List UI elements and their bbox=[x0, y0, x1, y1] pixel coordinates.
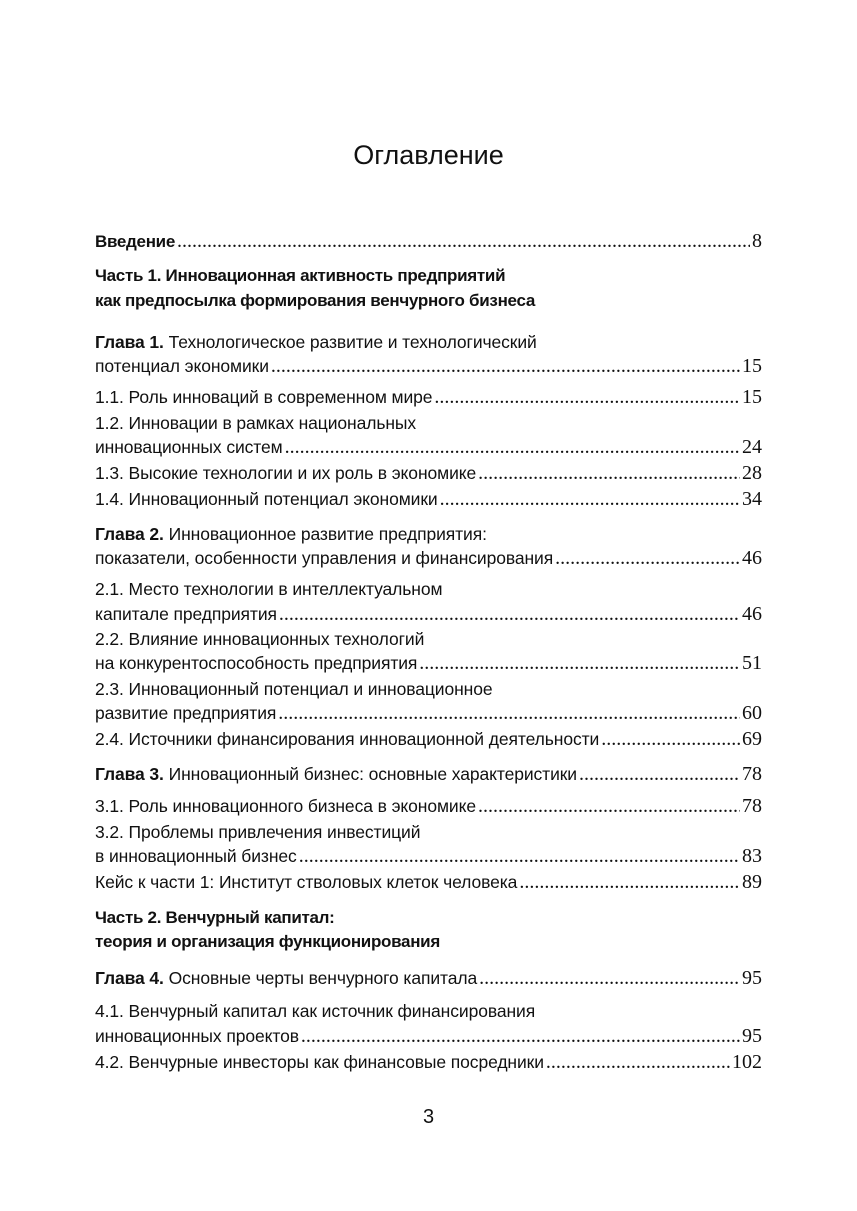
section-title: 1.3. Высокие технологии и их роль в экономике bbox=[95, 463, 477, 483]
toc-page-number: 51 bbox=[742, 652, 762, 674]
toc-entry-1-3[interactable] bbox=[95, 460, 762, 486]
section-title: Кейс к части 1: Институт стволовых клеток человека bbox=[95, 872, 518, 892]
toc-page-number: 95 bbox=[742, 1025, 762, 1047]
leader-dots bbox=[177, 228, 750, 254]
chapter-title: Инновационный бизнес: основные характеристики bbox=[163, 764, 577, 784]
section-title-cont: инновационных проектов bbox=[95, 1026, 299, 1046]
toc-entry-2-1-line-1[interactable] bbox=[95, 576, 762, 602]
chapter-number: Глава 1. bbox=[95, 332, 164, 352]
leader-dots bbox=[285, 434, 740, 460]
toc-page-number: 46 bbox=[742, 547, 762, 569]
leader-dots bbox=[579, 761, 740, 787]
chapter-2-heading-line-1[interactable] bbox=[95, 521, 762, 547]
section-title: 4.2. Венчурные инвесторы как финансовые посредники bbox=[95, 1052, 544, 1072]
leader-dots bbox=[546, 1049, 730, 1075]
part-2-heading-line-2 bbox=[95, 929, 762, 955]
chapter-3-heading[interactable] bbox=[95, 761, 762, 787]
part-1-heading-line-1 bbox=[95, 263, 762, 289]
toc-page-number: 15 bbox=[742, 355, 762, 377]
part-heading-text: Часть 2. Венчурный капитал: bbox=[95, 908, 335, 927]
part-1-heading-line-2 bbox=[95, 288, 762, 314]
toc-entry-intro[interactable] bbox=[95, 228, 762, 254]
leader-dots bbox=[279, 601, 740, 627]
section-title: 2.2. Влияние инновационных технологий bbox=[95, 629, 425, 649]
toc-entry-2-2-line-1[interactable] bbox=[95, 626, 762, 652]
section-title-cont: в инновационный бизнес bbox=[95, 846, 297, 866]
chapter-2-heading-line-2[interactable] bbox=[95, 545, 762, 571]
toc-entry-2-3-line-1[interactable] bbox=[95, 676, 762, 702]
toc-page-number: 8 bbox=[752, 230, 762, 252]
chapter-1-heading-line-1[interactable] bbox=[95, 329, 762, 355]
leader-dots bbox=[555, 545, 740, 571]
toc-page-number: 69 bbox=[742, 728, 762, 750]
toc-page-number: 15 bbox=[742, 386, 762, 408]
leader-dots bbox=[601, 726, 740, 752]
toc-entry-2-4[interactable] bbox=[95, 726, 762, 752]
toc-page-number: 95 bbox=[742, 967, 762, 989]
section-title: 1.1. Роль инноваций в современном мире bbox=[95, 387, 433, 407]
toc-page-number: 89 bbox=[742, 871, 762, 893]
section-title-cont: на конкурентоспособность предприятия bbox=[95, 653, 418, 673]
chapter-title: Технологическое развитие и технологический bbox=[163, 332, 537, 352]
leader-dots bbox=[301, 1023, 740, 1049]
section-title-cont: инновационных систем bbox=[95, 437, 283, 457]
chapter-title-cont: показатели, особенности управления и финансирования bbox=[95, 548, 554, 568]
part-heading-text: как предпосылка формирования венчурного бизнеса bbox=[95, 291, 535, 310]
toc-page-number: 102 bbox=[732, 1051, 762, 1073]
chapter-number: Глава 3. bbox=[95, 764, 164, 784]
toc-entry-2-1-line-2[interactable] bbox=[95, 601, 762, 627]
page-title: Оглавление bbox=[353, 140, 504, 170]
section-title: 1.4. Инновационный потенциал экономики bbox=[95, 489, 438, 509]
toc-entry-case-1[interactable] bbox=[95, 869, 762, 895]
table-of-contents bbox=[95, 0, 762, 1100]
chapter-1-heading-line-2[interactable] bbox=[95, 353, 762, 379]
leader-dots bbox=[419, 650, 740, 676]
toc-entry-1-1[interactable] bbox=[95, 384, 762, 410]
toc-entry-1-4[interactable] bbox=[95, 486, 762, 512]
toc-page-number: 24 bbox=[742, 436, 762, 458]
chapter-title-cont: потенциал экономики bbox=[95, 356, 269, 376]
chapter-4-heading[interactable] bbox=[95, 965, 762, 991]
toc-entry-2-2-line-2[interactable] bbox=[95, 650, 762, 676]
section-title: 2.1. Место технологии в интеллектуальном bbox=[95, 579, 443, 599]
toc-entry-3-2-line-2[interactable] bbox=[95, 843, 762, 869]
page-number: 3 bbox=[422, 1106, 435, 1128]
leader-dots bbox=[478, 793, 740, 819]
leader-dots bbox=[434, 384, 740, 410]
toc-page-number: 83 bbox=[742, 845, 762, 867]
chapter-title: Инновационное развитие предприятия: bbox=[163, 524, 487, 544]
toc-entry-1-2-line-2[interactable] bbox=[95, 434, 762, 460]
leader-dots bbox=[299, 843, 740, 869]
part-heading-text: теория и организация функционирования bbox=[95, 932, 440, 951]
toc-entry-3-1[interactable] bbox=[95, 793, 762, 819]
toc-entry-4-1-line-2[interactable] bbox=[95, 1023, 762, 1049]
section-title: 2.4. Источники финансирования инновационной деятельности bbox=[95, 729, 600, 749]
toc-entry-1-2-line-1[interactable] bbox=[95, 410, 762, 436]
toc-entry-4-2[interactable] bbox=[95, 1049, 762, 1075]
toc-entry-2-3-line-2[interactable] bbox=[95, 700, 762, 726]
toc-page-number: 60 bbox=[742, 702, 762, 724]
leader-dots bbox=[479, 965, 740, 991]
leader-dots bbox=[440, 486, 740, 512]
leader-dots bbox=[519, 869, 740, 895]
toc-page-number: 28 bbox=[742, 462, 762, 484]
section-title-cont: развитие предприятия bbox=[95, 703, 277, 723]
section-title-cont: капитале предприятия bbox=[95, 604, 277, 624]
toc-entry-4-1-line-1[interactable] bbox=[95, 998, 762, 1024]
leader-dots bbox=[478, 460, 740, 486]
toc-page-number: 34 bbox=[742, 488, 762, 510]
toc-entry-3-2-line-1[interactable] bbox=[95, 819, 762, 845]
section-title: 4.1. Венчурный капитал как источник финансирования bbox=[95, 1001, 536, 1021]
part-heading-text: Часть 1. Инновационная активность предприятий bbox=[95, 266, 506, 285]
chapter-number: Глава 2. bbox=[95, 524, 164, 544]
part-2-heading-line-1 bbox=[95, 905, 762, 931]
toc-page-number: 78 bbox=[742, 763, 762, 785]
leader-dots bbox=[278, 700, 740, 726]
toc-entry-label: Введение bbox=[95, 232, 175, 251]
section-title: 3.1. Роль инновационного бизнеса в экономике bbox=[95, 796, 476, 816]
chapter-title: Основные черты венчурного капитала bbox=[163, 968, 478, 988]
toc-page-number: 46 bbox=[742, 603, 762, 625]
chapter-number: Глава 4. bbox=[95, 968, 164, 988]
section-title: 2.3. Инновационный потенциал и инновационное bbox=[95, 679, 493, 699]
toc-page-number: 78 bbox=[742, 795, 762, 817]
section-title: 1.2. Инновации в рамках национальных bbox=[95, 413, 417, 433]
section-title: 3.2. Проблемы привлечения инвестиций bbox=[95, 822, 421, 842]
leader-dots bbox=[271, 353, 740, 379]
